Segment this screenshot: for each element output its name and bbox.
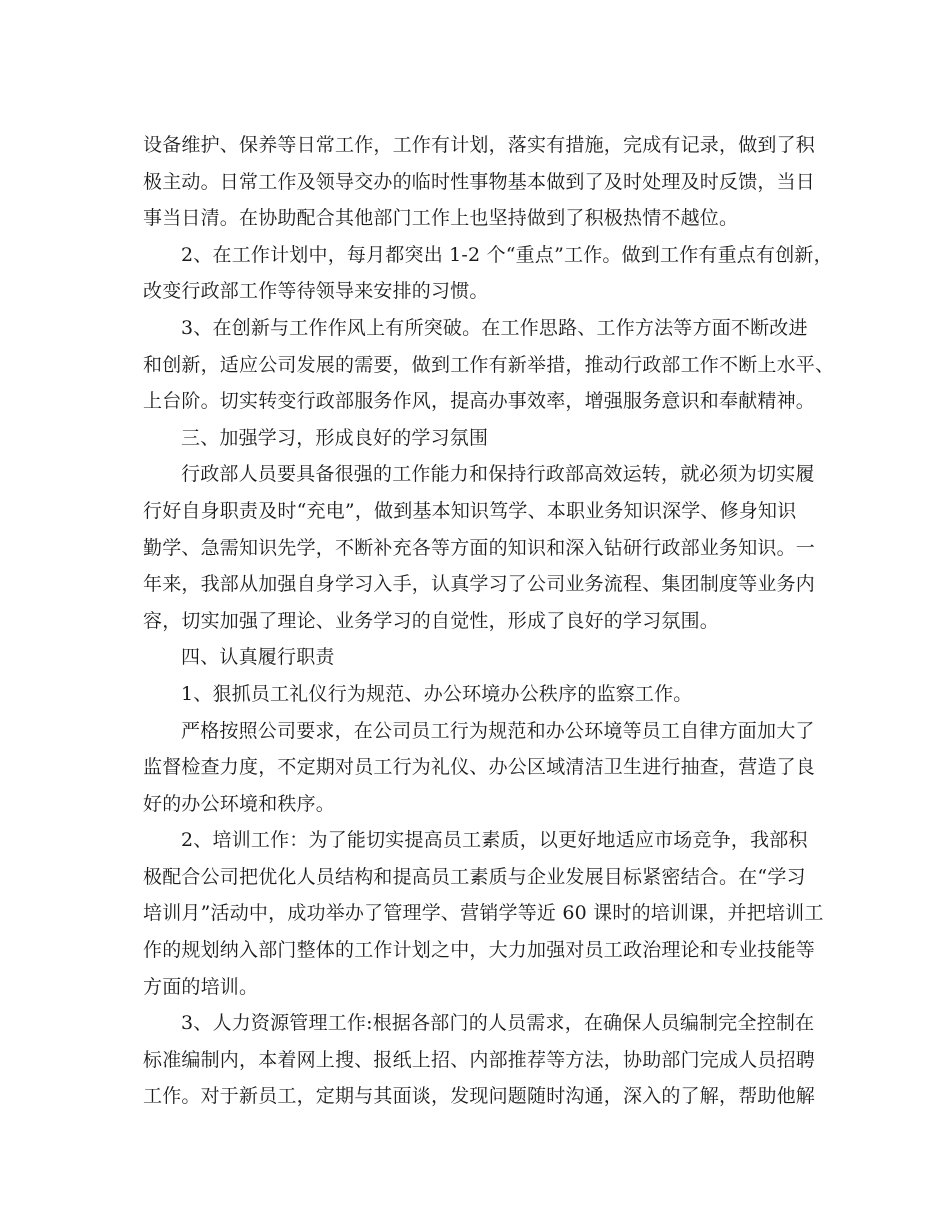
text-line: 极配合公司把优化人员结构和提高员工素质与企业发展目标紧密结合。在“学习 (143, 865, 806, 888)
text-line: 行好自身职责及时“充电”，做到基本知识笃学、本职业务知识深学、修身知识 (143, 499, 797, 522)
text-line: 四、认真履行职责 (181, 646, 335, 669)
text-line: 事当日清。在协助配合其他部门工作上也坚持做到了积极热情不越位。 (143, 207, 739, 230)
text-line: 上台阶。切实转变行政部服务作风，提高办事效率，增强服务意识和奉献精神。 (143, 390, 816, 413)
text-line: 培训月”活动中，成功举办了管理学、营销学等近 60 课时的培训课，并把培训工 (143, 902, 824, 925)
text-line: 严格按照公司要求，在公司员工行为规范和办公环境等员工自律方面加大了 (181, 719, 815, 742)
text-line: 作的规划纳入部门整体的工作计划之中，大力加强对员工政治理论和专业技能等 (143, 939, 816, 962)
text-line: 标准编制内，本着网上搜、报纸上招、内部推荐等方法，协助部门完成人员招聘 (143, 1048, 816, 1071)
text-line: 三、加强学习，形成良好的学习氛围 (181, 426, 489, 449)
text-line: 3、人力资源管理工作:根据各部门的人员需求，在确保人员编制完全控制在 (181, 1012, 815, 1035)
text-line: 2、培训工作：为了能切实提高员工素质，以更好地适应市场竞争，我部积 (181, 829, 808, 852)
text-line: 设备维护、保养等日常工作，工作有计划，落实有措施，完成有记录，做到了积 (143, 134, 816, 156)
text-line: 勤学、急需知识先学，不断补充各等方面的知识和深入钻研行政部业务知识。一 (143, 536, 816, 559)
text-line: 3、在创新与工作作风上有所突破。在工作思路、工作方法等方面不断改进 (181, 316, 808, 339)
text-line: 好的办公环境和秩序。 (143, 792, 336, 815)
text-line: 和创新，适应公司发展的需要，做到工作有新举措，推动行政部工作不断上水平、 (143, 353, 835, 376)
document-body (143, 127, 835, 1115)
text-line: 改变行政部工作等待领导来安排的习惯。 (143, 280, 489, 303)
text-line: 工作。对于新员工，定期与其面谈，发现问题随时沟通，深入的了解，帮助他解 (143, 1085, 816, 1108)
text-line: 2、在工作计划中，每月都突出 1-2 个“重点”工作。做到工作有重点有创新， (181, 243, 833, 266)
text-line: 极主动。日常工作及领导交办的临时性事物基本做到了及时处理及时反馈，当日 (143, 170, 816, 193)
text-line: 容，切实加强了理论、业务学习的自觉性，形成了良好的学习氛围。 (143, 609, 720, 632)
text-line: 行政部人员要具备很强的工作能力和保持行政部高效运转，就必须为切实履 (181, 463, 815, 486)
text-line: 年来，我部从加强自身学习入手，认真学习了公司业务流程、集团制度等业务内 (143, 573, 816, 596)
text-line: 监督检查力度，不定期对员工行为礼仪、办公区域清洁卫生进行抽查，营造了良 (143, 756, 816, 779)
text-line: 方面的培训。 (143, 975, 259, 998)
text-line: 1、狠抓员工礼仪行为规范、办公环境办公秩序的监察工作。 (181, 682, 693, 705)
